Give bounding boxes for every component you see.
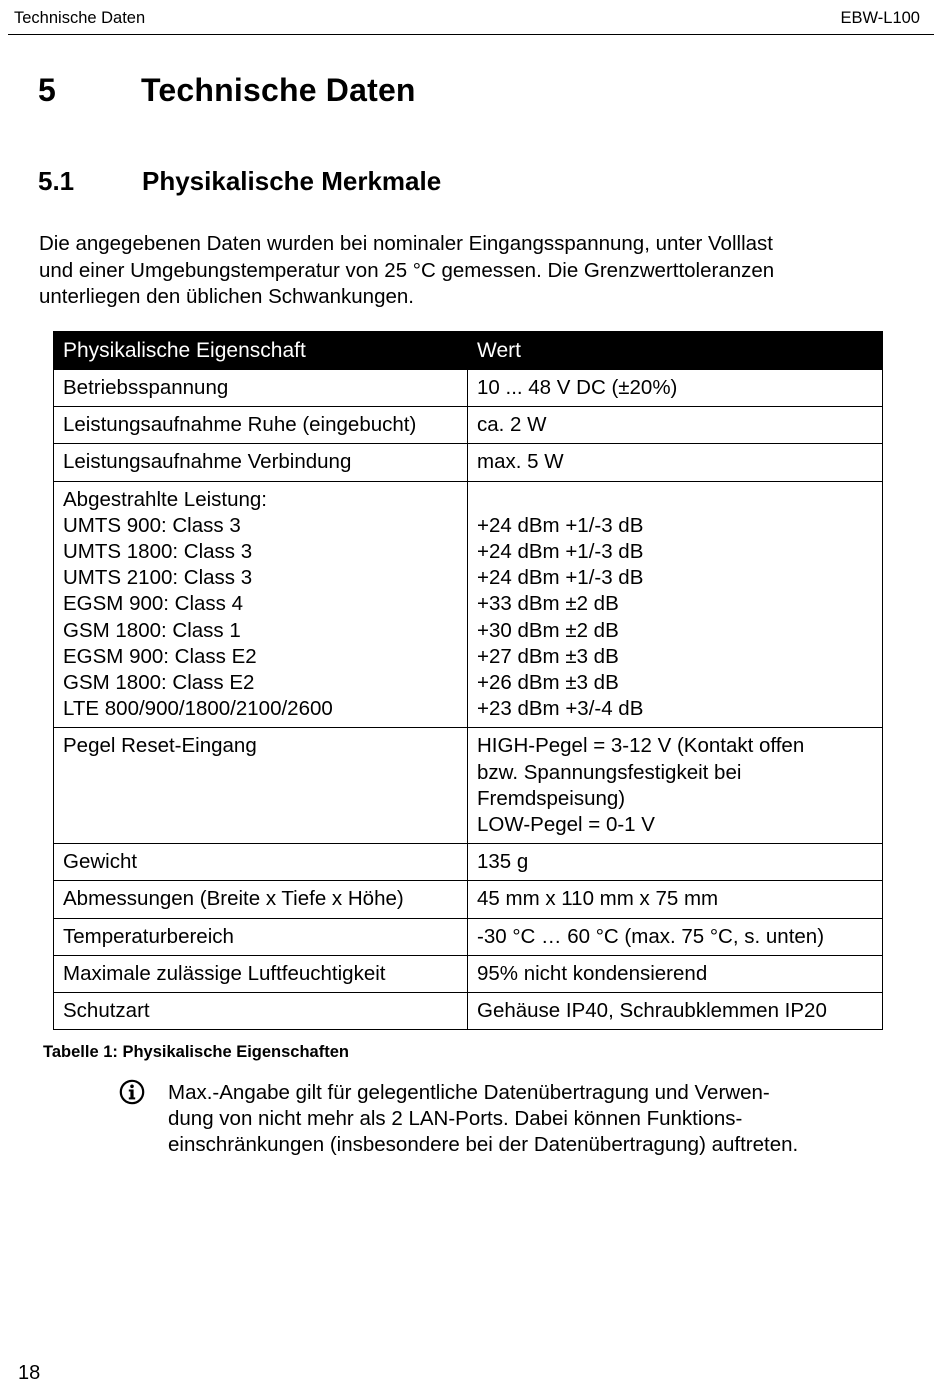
table-caption: Tabelle 1: Physikalische Eigenschaften xyxy=(43,1043,349,1061)
table-header-row xyxy=(54,332,883,370)
info-icon xyxy=(119,1079,145,1105)
running-header-product: EBW-L100 xyxy=(840,9,920,27)
value-text: +30 dBm ±2 dB xyxy=(477,618,619,642)
table-row xyxy=(54,481,883,728)
section-title: Physikalische Merkmale xyxy=(142,166,442,196)
property-text: UMTS 900: Class 3 xyxy=(63,513,241,537)
property-text: Betriebsspannung xyxy=(63,376,229,399)
property-cell xyxy=(54,407,468,444)
property-text: Leistungsaufnahme Verbindung xyxy=(63,450,352,474)
property-text: Temperaturbereich xyxy=(63,924,234,948)
value-text: Fremdspeisung) xyxy=(477,786,626,810)
value-cell xyxy=(468,444,883,481)
info-note xyxy=(168,1080,798,1159)
property-cell xyxy=(54,481,468,728)
value-text: HIGH-Pegel = 3-12 V (Kontakt offen xyxy=(477,734,805,758)
value-cell xyxy=(468,481,883,728)
value-text: bzw. Spannungsfestigkeit bei xyxy=(477,760,742,784)
value-cell xyxy=(468,993,883,1030)
section-number: 5.1 xyxy=(38,166,75,196)
value-text: max. 5 W xyxy=(477,450,564,474)
value-text: 95% nicht kondensierend xyxy=(477,961,708,985)
value-text: +24 dBm +1/-3 dB xyxy=(477,513,644,537)
property-text: Schutzart xyxy=(63,999,150,1023)
table-row xyxy=(54,407,883,444)
property-text: Pegel Reset-Eingang xyxy=(63,734,257,758)
header-rule xyxy=(8,34,934,35)
property-text: Abgestrahlte Leistung: xyxy=(63,487,267,511)
property-cell xyxy=(54,955,468,992)
property-cell xyxy=(54,993,468,1030)
intro-line: unterliegen den üblichen Schwankungen. xyxy=(39,285,414,308)
property-cell xyxy=(54,370,468,407)
value-cell xyxy=(468,881,883,918)
value-cell xyxy=(468,844,883,881)
value-cell xyxy=(468,728,883,844)
property-text: Maximale zulässige Luftfeuchtigkeit xyxy=(63,961,386,985)
intro-line: und einer Umgebungstemperatur von 25 °C gemessen. Die Grenzwerttoleranzen xyxy=(39,258,775,282)
note-line: einschränkungen (insbesondere bei der Datenübertragung) auftreten. xyxy=(168,1133,799,1157)
property-text: UMTS 1800: Class 3 xyxy=(63,540,253,564)
property-text: EGSM 900: Class E2 xyxy=(63,644,257,668)
table-row xyxy=(54,955,883,992)
property-text: EGSM 900: Class 4 xyxy=(63,592,244,616)
value-text: 45 mm x 110 mm x 75 mm xyxy=(477,887,719,911)
table-row xyxy=(54,844,883,881)
property-text: GSM 1800: Class E2 xyxy=(63,671,255,695)
value-text: +23 dBm +3/-4 dB xyxy=(477,697,644,721)
value-text: +24 dBm +1/-3 dB xyxy=(477,540,644,564)
value-text: -30 °C … 60 °C (max. 75 °C, s. unten) xyxy=(477,924,825,948)
value-text: +27 dBm ±3 dB xyxy=(477,644,619,668)
property-text: Abmessungen (Breite x Tiefe x Höhe) xyxy=(63,887,404,911)
value-cell xyxy=(468,370,883,407)
value-text: +33 dBm ±2 dB xyxy=(477,592,619,616)
table-row xyxy=(54,881,883,918)
value-text: +26 dBm ±3 dB xyxy=(477,671,619,695)
property-text: GSM 1800: Class 1 xyxy=(63,618,241,642)
property-cell xyxy=(54,444,468,481)
page-number: 18 xyxy=(18,1362,41,1384)
chapter-number: 5 xyxy=(38,72,56,108)
chapter-title: Technische Daten xyxy=(141,72,416,108)
property-text: LTE 800/900/1800/2100/2600 xyxy=(63,697,333,721)
note-line: Max.-Angabe gilt für gelegentliche Datenübertragung und Verwen- xyxy=(168,1081,770,1104)
value-text: 10 ... 48 V DC (±20%) xyxy=(477,376,678,399)
value-text: LOW-Pegel = 0-1 V xyxy=(477,813,655,837)
running-header-section: Technische Daten xyxy=(14,9,146,27)
property-text: Leistungsaufnahme Ruhe (eingebucht) xyxy=(63,413,417,437)
property-text: Gewicht xyxy=(63,850,138,874)
header-property: Physikalische Eigenschaft xyxy=(54,332,468,370)
value-text: Gehäuse IP40, Schraubklemmen IP20 xyxy=(477,999,827,1023)
value-cell xyxy=(468,918,883,955)
table-row xyxy=(54,993,883,1030)
header-value: Wert xyxy=(468,332,883,370)
intro-paragraph xyxy=(39,231,919,311)
table-body xyxy=(54,370,883,1030)
intro-line: Die angegebenen Daten wurden bei nominaler Eingangsspannung, unter Volllast xyxy=(39,232,773,255)
value-text: 135 g xyxy=(477,850,529,874)
table-row xyxy=(54,370,883,407)
value-text xyxy=(477,487,873,513)
property-text: UMTS 2100: Class 3 xyxy=(63,566,253,590)
value-text: ca. 2 W xyxy=(477,413,547,437)
table-row xyxy=(54,728,883,844)
table-row xyxy=(54,444,883,481)
table-row xyxy=(54,918,883,955)
property-cell xyxy=(54,728,468,844)
property-cell xyxy=(54,918,468,955)
property-cell xyxy=(54,881,468,918)
value-text: +24 dBm +1/-3 dB xyxy=(477,566,644,590)
physical-properties-table xyxy=(53,331,883,1030)
property-cell xyxy=(54,844,468,881)
note-line: dung von nicht mehr als 2 LAN-Ports. Dabei können Funktions- xyxy=(168,1107,743,1131)
value-cell xyxy=(468,955,883,992)
value-cell xyxy=(468,407,883,444)
